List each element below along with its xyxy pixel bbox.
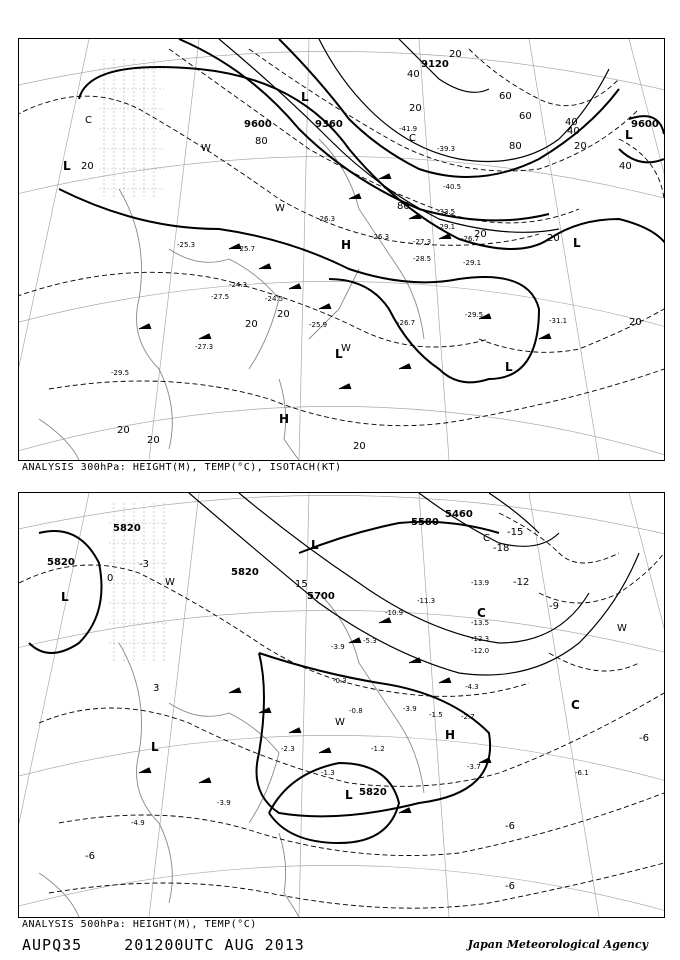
chart-identifier: [22, 936, 305, 954]
coastline: [39, 139, 424, 460]
high-center-marker: H: [445, 728, 456, 742]
isotherm-label: -12: [513, 577, 530, 588]
hatched-area: [99, 59, 164, 199]
low-center-marker: L: [335, 347, 343, 361]
height-label: 9600: [631, 119, 659, 130]
temperature-label: -25.3: [177, 241, 196, 249]
temperature-label: -26.3: [317, 215, 336, 223]
temperature-label: -6.1: [575, 769, 589, 777]
temperature-label: -27.3: [413, 238, 432, 246]
temperature-label: -0.3: [333, 677, 347, 685]
pressure-center-markers: [63, 90, 633, 426]
height-label: 5820: [231, 567, 259, 578]
height-label: 5700: [307, 591, 335, 602]
temperature-label: -5.3: [363, 637, 377, 645]
temperature-label: -12.0: [471, 647, 490, 655]
temperature-label: -24.5: [265, 295, 284, 303]
warm-center-marker: W: [275, 203, 285, 214]
temperature-label: -24.3: [229, 281, 248, 289]
agency-credit: Japan Meteorological Agency: [467, 938, 648, 951]
isotach-label: 40: [619, 161, 632, 172]
temperature-label: -25.9: [309, 321, 328, 329]
isotach-label: 40: [567, 126, 580, 137]
cold-center-marker: C: [477, 606, 486, 620]
temperature-label: -4.9: [131, 819, 145, 827]
temperature-label: -26.7: [461, 235, 480, 243]
low-center-marker: L: [151, 740, 159, 754]
height-contours: [29, 522, 499, 843]
temperature-label: -3.9: [217, 799, 231, 807]
cold-center-marker: C: [409, 133, 416, 144]
isotach-label: 20: [245, 319, 258, 330]
isotherm-label: -6: [505, 881, 515, 892]
low-center-marker: L: [573, 236, 581, 250]
low-center-marker: L: [345, 788, 353, 802]
isotach-label: 20: [81, 161, 94, 172]
temperature-label: -11.3: [417, 597, 436, 605]
temperature-label: -33.5: [437, 208, 456, 216]
panel-caption-500hpa: ANALYSIS 500hPa: HEIGHT(M), TEMP(°C): [22, 919, 257, 930]
isotach-label: 80: [397, 201, 410, 212]
temperature-label: -3.7: [467, 763, 481, 771]
map-panel-500hpa: [18, 492, 665, 918]
temperature-label: -10.9: [385, 609, 404, 617]
temperature-label: -3.9: [403, 705, 417, 713]
isotach-labels: [81, 49, 642, 452]
low-center-marker: L: [625, 128, 633, 142]
isotherm-label: -6: [639, 733, 649, 744]
height-label: 5820: [47, 557, 75, 568]
isotach-label: 20: [449, 49, 462, 60]
warm-center-marker: W: [165, 577, 175, 588]
isotach-label: 40: [565, 117, 578, 128]
isotach-label: 20: [277, 309, 290, 320]
temperature-label: -29.1: [437, 223, 456, 231]
temperature-label: -2.3: [281, 745, 295, 753]
temperature-label: -39.3: [437, 145, 456, 153]
temperature-label: -31.1: [549, 317, 568, 325]
isotherm-label: -15: [507, 527, 524, 538]
temperature-label: -27.3: [195, 343, 214, 351]
height-label: 9360: [315, 119, 343, 130]
lat-lon-grid: [19, 493, 664, 917]
panel-caption-300hpa: ANALYSIS 300hPa: HEIGHT(M), TEMP(°C), ISOTACH(KT): [22, 462, 342, 473]
height-label: 5820: [359, 787, 387, 798]
temperature-label: -2.7: [461, 713, 475, 721]
isotherm-lines: [19, 513, 664, 908]
isotach-label: 20: [117, 425, 130, 436]
isotherm-label: -9: [549, 601, 559, 612]
isotherm-label: 0: [107, 573, 114, 584]
product-code: AUPQ35: [22, 936, 83, 954]
warm-center-marker: W: [335, 717, 345, 728]
temperature-label: -1.3: [321, 769, 335, 777]
temperature-label: -3.9: [331, 643, 345, 651]
temperature-label: -4.3: [465, 683, 479, 691]
height-label: 5580: [411, 517, 439, 528]
isotherm-label: 3: [153, 683, 160, 694]
isotherm-label: 15: [295, 579, 308, 590]
low-center-marker: L: [505, 360, 513, 374]
height-label: 9120: [421, 59, 449, 70]
temperature-label: -26.7: [397, 319, 416, 327]
low-center-marker: L: [61, 590, 69, 604]
temperature-label: -13.5: [471, 619, 490, 627]
temperature-label: -0.8: [349, 707, 363, 715]
isotach-label: 60: [499, 91, 512, 102]
isotach-label: 80: [509, 141, 522, 152]
low-center-marker: L: [63, 159, 71, 173]
temperature-label: -29.5: [465, 311, 484, 319]
map-300hpa-svg: [19, 39, 664, 460]
map-500hpa-svg: [19, 493, 664, 917]
low-center-marker: L: [301, 90, 309, 104]
isotach-label: 20: [147, 435, 160, 446]
isotach-label: 60: [519, 111, 532, 122]
isotherm-label: -3: [139, 559, 149, 570]
temperature-label: -25.7: [237, 245, 256, 253]
isotach-label: 80: [255, 136, 268, 147]
cold-center-marker: C: [571, 698, 580, 712]
temperature-label: -28.5: [413, 255, 432, 263]
valid-time: 201200UTC AUG 2013: [124, 936, 305, 954]
temperature-label: -26.3: [371, 233, 390, 241]
temperature-label: -1.5: [429, 711, 443, 719]
temperature-label: -41.9: [399, 125, 418, 133]
isotherm-label: -6: [505, 821, 515, 832]
high-center-marker: H: [279, 412, 290, 426]
isotherm-label: -6: [85, 851, 95, 862]
map-panel-300hpa: [18, 38, 665, 461]
high-center-marker: H: [341, 238, 352, 252]
height-contours: [59, 39, 664, 382]
temperature-label: -29.5: [111, 369, 130, 377]
isotach-label: 20: [474, 229, 487, 240]
temperature-label: -12.3: [471, 635, 490, 643]
temperature-label: -29.1: [463, 259, 482, 267]
isotach-label: 20: [547, 233, 560, 244]
temperature-label: -40.5: [443, 183, 462, 191]
warm-center-marker: W: [617, 623, 627, 634]
low-center-marker: L: [311, 538, 319, 552]
cold-center-marker: C: [85, 115, 92, 126]
warm-center-marker: W: [341, 343, 351, 354]
warm-center-marker: W: [201, 143, 211, 154]
cold-center-marker: C: [483, 533, 490, 544]
height-label: 5460: [445, 509, 473, 520]
isotach-label: 20: [629, 317, 642, 328]
isotach-label: 40: [407, 69, 420, 80]
isotach-label: 20: [409, 103, 422, 114]
isotach-label: 20: [353, 441, 366, 452]
height-label: 5820: [113, 523, 141, 534]
temperature-label: -27.5: [211, 293, 230, 301]
temperature-label: -13.9: [471, 579, 490, 587]
height-label: 9600: [244, 119, 272, 130]
isotach-label: 20: [574, 141, 587, 152]
temperature-label: -1.2: [371, 745, 385, 753]
isotherm-label: -18: [493, 543, 510, 554]
